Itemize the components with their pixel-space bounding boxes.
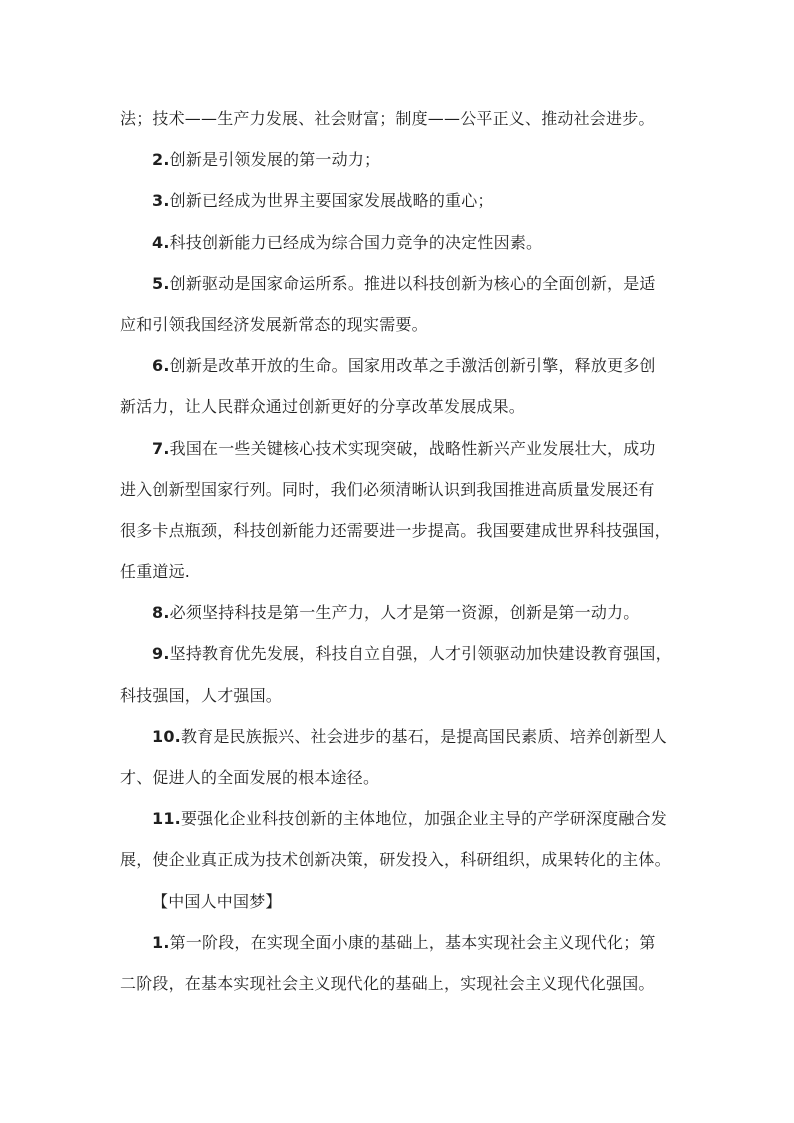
item-number: 2. bbox=[152, 150, 170, 170]
text-line bbox=[120, 675, 680, 716]
text-line bbox=[120, 839, 680, 880]
line-text: 科技强国，人才强国。 bbox=[120, 685, 283, 705]
item-number: 6. bbox=[152, 356, 170, 376]
text-line bbox=[120, 716, 680, 757]
line-text: 【中国人中国梦】 bbox=[152, 891, 282, 911]
item-number: 10. bbox=[152, 726, 181, 746]
item-number: 8. bbox=[152, 603, 170, 623]
line-text: 我国在一些关键核心技术实现突破，战略性新兴产业发展壮大，成功 bbox=[169, 438, 656, 458]
line-text: 创新是改革开放的生命。国家用改革之手激活创新引擎，释放更多创 bbox=[169, 356, 656, 376]
line-text: 任重道远. bbox=[120, 562, 191, 582]
text-line bbox=[120, 222, 680, 263]
line-text: 应和引领我国经济发展新常态的现实需要。 bbox=[120, 314, 428, 334]
document-page bbox=[120, 98, 680, 1004]
line-text: 二阶段，在基本实现社会主义现代化的基础上，实现社会主义现代化强国。 bbox=[120, 973, 655, 993]
text-line bbox=[120, 633, 680, 674]
text-line bbox=[120, 263, 680, 304]
text-line bbox=[120, 345, 680, 386]
text-line bbox=[120, 510, 680, 551]
item-number: 9. bbox=[152, 644, 170, 664]
text-line bbox=[120, 922, 680, 963]
item-number: 11. bbox=[152, 809, 181, 829]
line-text: 创新驱动是国家命运所系。推进以科技创新为核心的全面创新，是适 bbox=[169, 273, 656, 293]
item-number: 5. bbox=[152, 273, 170, 293]
text-line bbox=[120, 592, 680, 633]
line-text: 新活力，让人民群众通过创新更好的分享改革发展成果。 bbox=[120, 397, 526, 417]
text-line bbox=[120, 139, 680, 180]
line-text: 必须坚持科技是第一生产力，人才是第一资源，创新是第一动力。 bbox=[169, 603, 640, 623]
line-text: 进入创新型国家行列。同时，我们必须清晰认识到我国推进高质量发展还有 bbox=[120, 479, 655, 499]
item-number: 3. bbox=[152, 191, 170, 211]
line-text: 坚持教育优先发展，科技自立自强，人才引领驱动加快建设教育强国， bbox=[169, 644, 672, 664]
text-line bbox=[120, 180, 680, 221]
item-number: 7. bbox=[152, 438, 170, 458]
item-number: 4. bbox=[152, 232, 170, 252]
text-line bbox=[120, 428, 680, 469]
text-line bbox=[120, 98, 680, 139]
line-text: 创新已经成为世界主要国家发展战略的重心； bbox=[169, 191, 494, 211]
text-line bbox=[120, 798, 680, 839]
line-text: 第一阶段，在实现全面小康的基础上，基本实现社会主义现代化；第 bbox=[169, 932, 656, 952]
line-text: 法；技术——生产力发展、社会财富；制度——公平正义、推动社会进步。 bbox=[120, 109, 655, 128]
text-line bbox=[120, 304, 680, 345]
line-text: 教育是民族振兴、社会进步的基石，是提高国民素质、培养创新型人 bbox=[180, 726, 667, 746]
line-text: 很多卡点瓶颈，科技创新能力还需要进一步提高。我国要建成世界科技强国， bbox=[120, 520, 671, 540]
text-line bbox=[120, 551, 680, 592]
line-text: 科技创新能力已经成为综合国力竞争的决定性因素。 bbox=[169, 232, 543, 252]
line-text: 才、促进人的全面发展的根本途径。 bbox=[120, 768, 380, 787]
item-number: 1. bbox=[152, 932, 170, 952]
text-line bbox=[120, 963, 680, 1004]
section-heading bbox=[120, 881, 680, 922]
line-text: 创新是引领发展的第一动力； bbox=[169, 150, 381, 170]
text-line bbox=[120, 386, 680, 427]
line-text: 要强化企业科技创新的主体地位，加强企业主导的产学研深度融合发 bbox=[180, 809, 667, 829]
text-line bbox=[120, 469, 680, 510]
line-text: 展，使企业真正成为技术创新决策，研发投入，科研组织，成果转化的主体。 bbox=[120, 850, 671, 870]
text-line bbox=[120, 757, 680, 798]
